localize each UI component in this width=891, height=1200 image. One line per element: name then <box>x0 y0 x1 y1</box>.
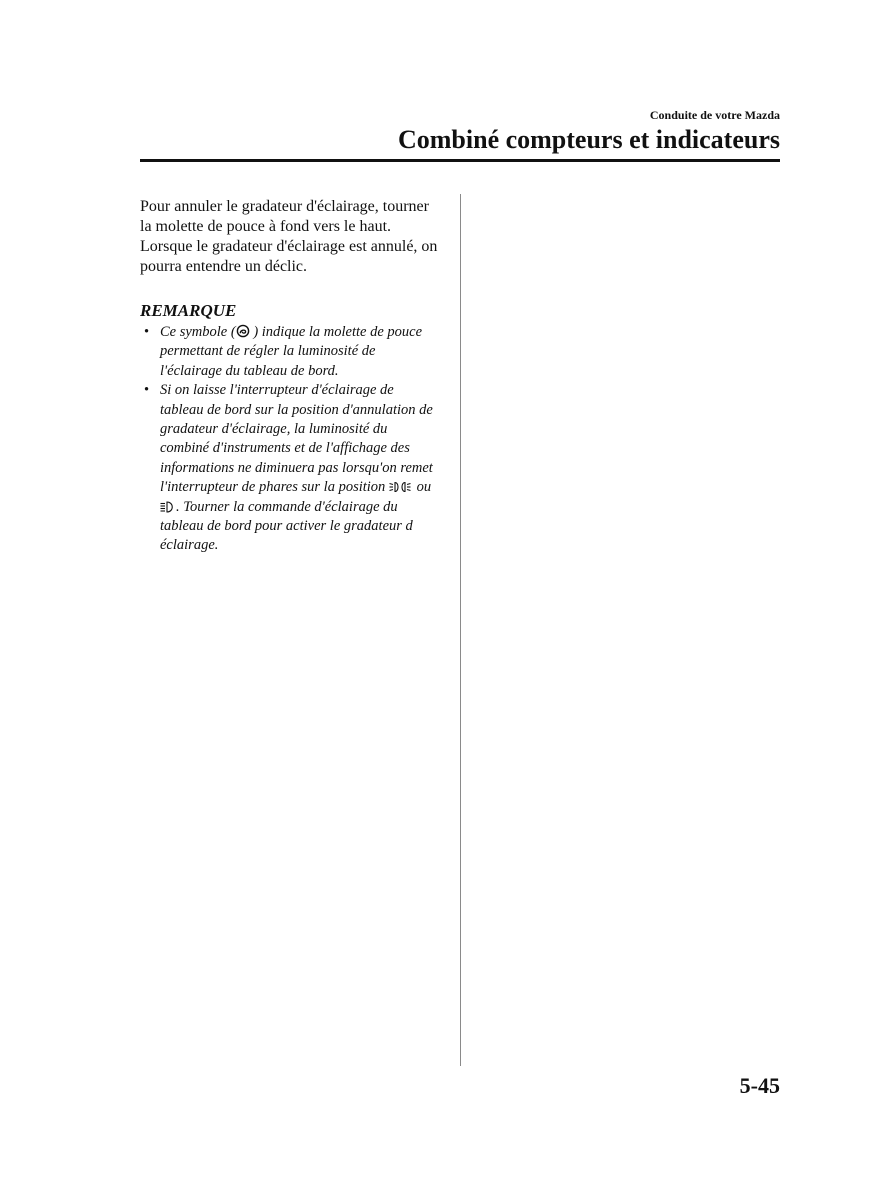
left-column <box>140 197 440 556</box>
chapter-title: Conduite de votre Mazda <box>649 108 780 122</box>
section-title: Combiné compteurs et indicateurs <box>397 125 780 154</box>
header-rule <box>140 159 780 162</box>
headlights-icon <box>160 498 176 517</box>
bullet: • <box>144 324 150 340</box>
thumbwheel-icon <box>236 323 250 342</box>
page-number: 5-45 <box>739 1073 780 1098</box>
note-list <box>140 323 440 556</box>
note-heading: REMARQUE <box>140 301 237 320</box>
page-header <box>398 108 780 155</box>
note-1-text-b: ) indique la molette de pouce permettant de régler la luminosité de l'éclairage du tableau de bord. <box>160 324 423 379</box>
note-2-text-a: Si on laisse l'interrupteur d'éclairage de tableau de bord sur la position d'annulation de gradateur d'éclairage, la luminosité du combiné d'instruments et de l'affichage des informations ne diminuera pas lorsqu'on remet l'interrupteur de phares sur la position <box>160 382 433 496</box>
note-2-text-c: . Tourner la commande d'éclairage du tableau de bord pour activer le gradateur d éclairage. <box>160 498 413 554</box>
bullet: • <box>144 382 150 399</box>
parking-lights-icon <box>389 478 413 497</box>
note-2-text-b: ou <box>412 479 432 496</box>
note-1-text-a: Ce symbole ( <box>160 324 236 340</box>
column-divider <box>460 194 461 1066</box>
note-item-2 <box>140 381 440 556</box>
note-item-1 <box>140 323 440 381</box>
intro-paragraph: Pour annuler le gradateur d'éclairage, tourner la molette de pouce à fond vers le haut. Lorsque le gradateur d'éclairage est annulé, on pourra entendre un déclic. <box>140 198 438 275</box>
